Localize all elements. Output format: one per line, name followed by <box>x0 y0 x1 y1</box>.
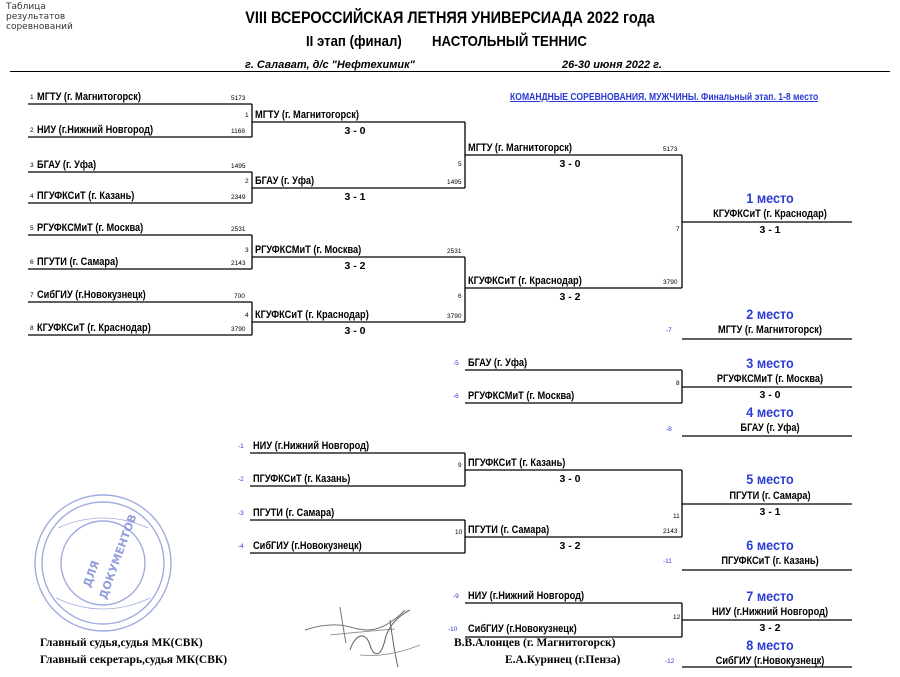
m10-rating: 2143 <box>663 528 678 535</box>
seed-rating: 2531 <box>231 226 246 233</box>
seed-rating: 700 <box>234 293 245 300</box>
bronze-score: 3 - 0 <box>759 389 781 401</box>
sf-team: МГТУ (г. Магнитогорск) <box>468 142 573 154</box>
loser-ref: -12 <box>665 658 675 665</box>
loser-ref: -3 <box>238 510 244 517</box>
place-7-label: 7 место <box>746 588 794 604</box>
seed-team: ПГУФКСиТ (г. Казань) <box>37 190 135 202</box>
corner-line: результатов <box>6 12 66 22</box>
place-6-label: 6 место <box>746 537 794 553</box>
qf-team: БГАУ (г. Уфа) <box>255 175 315 187</box>
seed-rating: 3790 <box>231 326 246 333</box>
place-3-team: РГУФКСМиТ (г. Москва) <box>716 373 824 385</box>
loser-ref: -6 <box>453 393 459 400</box>
seed-rating: 1168 <box>231 128 245 135</box>
seed-rating: 5173 <box>231 95 246 102</box>
venue-label: г. Салават, д/с "Нефтехимик" <box>245 59 415 71</box>
place-4-label: 4 место <box>746 404 794 420</box>
loser-ref: -1 <box>238 443 244 450</box>
lower-team: ПГУФКСиТ (г. Казань) <box>253 473 351 485</box>
seed-number: 7 <box>30 292 34 299</box>
loser-ref: -11 <box>663 558 672 565</box>
qf-team: МГТУ (г. Магнитогорск) <box>255 109 360 121</box>
match-number: 12 <box>673 614 681 621</box>
sport-label: НАСТОЛЬНЫЙ ТЕННИС <box>432 33 587 50</box>
place-7-team: НИУ (г.Нижний Новгород) <box>711 606 829 618</box>
qf-team: КГУФКСиТ (г. Краснодар) <box>255 309 369 321</box>
match-number: 3 <box>245 247 249 254</box>
m10-score: 3 - 2 <box>559 540 581 552</box>
match-number: 10 <box>455 529 463 536</box>
event-subtitle: КОМАНДНЫЕ СОРЕВНОВАНИЯ. МУЖЧИНЫ. Финальный этап. 1-8 место <box>510 92 819 103</box>
match-number: 7 <box>676 226 680 233</box>
match-number: 2 <box>245 178 249 185</box>
seed-number: 8 <box>30 325 34 332</box>
seed-number: 3 <box>30 162 34 169</box>
sf-rating: 3790 <box>663 279 678 286</box>
seed-team: МГТУ (г. Магнитогорск) <box>37 91 142 103</box>
corner-line: соревнований <box>6 22 73 32</box>
place-8-team: СибГИУ (г.Новокузнецк) <box>715 655 825 667</box>
match-number: 4 <box>245 312 249 319</box>
match-number: 5 <box>458 161 462 168</box>
stamp-seal <box>28 488 178 638</box>
secretary-signature <box>340 605 440 670</box>
seed-team: НИУ (г.Нижний Новгород) <box>37 124 154 136</box>
secretary-name: Е.А.Куринец (г.Пенза) <box>505 654 621 666</box>
seed-team: БГАУ (г. Уфа) <box>37 159 97 171</box>
seed-number: 6 <box>30 259 34 266</box>
lower-team: СибГИУ (г.Новокузнецк) <box>253 540 362 552</box>
place-1-team: КГУФКСиТ (г. Краснодар) <box>713 208 827 220</box>
page-title: VIII ВСЕРОССИЙСКАЯ ЛЕТНЯЯ УНИВЕРСИАДА 2022 года <box>245 8 655 27</box>
place-6-team: ПГУФКСиТ (г. Казань) <box>721 555 819 567</box>
sf-team: КГУФКСиТ (г. Краснодар) <box>468 275 582 287</box>
stage-label: II этап (финал) <box>306 33 402 50</box>
place-2-team: МГТУ (г. Магнитогорск) <box>717 324 823 336</box>
qf-score: 3 - 0 <box>344 125 366 137</box>
m9-score: 3 - 0 <box>559 473 581 485</box>
qf-score: 3 - 0 <box>344 325 366 337</box>
judge-name: В.В.Алонцев (г. Магнитогорск) <box>454 637 616 649</box>
corner-line: Таблица <box>6 2 46 12</box>
lower-b-team: НИУ (г.Нижний Новгород) <box>468 590 585 602</box>
seed-rating: 2349 <box>231 194 246 201</box>
bronze-team-b: РГУФКСМиТ (г. Москва) <box>468 390 575 402</box>
match-number: 6 <box>458 293 462 300</box>
svg-text:ДОКУМЕНТОВ: ДОКУМЕНТОВ <box>96 512 140 602</box>
lower-b-team: СибГИУ (г.Новокузнецк) <box>468 623 577 635</box>
loser-ref: -8 <box>666 426 672 433</box>
m10-team: ПГУТИ (г. Самара) <box>468 524 550 536</box>
match-number: 1 <box>245 112 249 119</box>
place-1-label: 1 место <box>746 190 794 206</box>
match-number: 11 <box>673 513 680 520</box>
seed-team: СибГИУ (г.Новокузнецк) <box>37 289 146 301</box>
sf-rating: 5173 <box>663 146 678 153</box>
match-number: 8 <box>676 380 680 387</box>
loser-ref: -2 <box>238 476 244 483</box>
sf-score: 3 - 0 <box>559 158 581 170</box>
lower-team: НИУ (г.Нижний Новгород) <box>253 440 370 452</box>
place-8-label: 8 место <box>746 637 794 653</box>
match-number: 9 <box>458 462 462 469</box>
m11-score: 3 - 1 <box>759 506 781 518</box>
qf-rating: 3790 <box>447 313 462 320</box>
sf-score: 3 - 2 <box>559 291 581 303</box>
seed-rating: 1495 <box>231 163 246 170</box>
loser-ref: -9 <box>453 593 459 600</box>
lower-team: ПГУТИ (г. Самара) <box>253 507 335 519</box>
final-score: 3 - 1 <box>759 224 781 236</box>
seed-number: 4 <box>30 193 34 200</box>
place-3-label: 3 место <box>746 355 794 371</box>
dates-label: 26-30 июня 2022 г. <box>562 59 662 71</box>
seed-number: 1 <box>30 94 34 101</box>
place-5-team: ПГУТИ (г. Самара) <box>729 490 811 502</box>
seed-number: 5 <box>30 225 34 232</box>
loser-ref: -5 <box>453 360 459 367</box>
qf-rating: 2531 <box>447 248 462 255</box>
qf-rating: 1495 <box>447 179 462 186</box>
judge-label: Главный судья,судья МК(СВК) <box>40 637 203 649</box>
place-4-team: БГАУ (г. Уфа) <box>740 422 800 434</box>
m12-score: 3 - 2 <box>759 622 781 634</box>
svg-text:ДЛЯ: ДЛЯ <box>80 558 103 590</box>
qf-score: 3 - 1 <box>344 191 366 203</box>
secretary-label: Главный секретарь,судья МК(СВК) <box>40 654 228 666</box>
place-5-label: 5 место <box>746 471 794 487</box>
qf-score: 3 - 2 <box>344 260 366 272</box>
seed-team: РГУФКСМиТ (г. Москва) <box>37 222 144 234</box>
bronze-team-a: БГАУ (г. Уфа) <box>468 357 528 369</box>
loser-ref: -7 <box>666 327 672 334</box>
seed-team: КГУФКСиТ (г. Краснодар) <box>37 322 151 334</box>
loser-ref: -4 <box>238 543 244 550</box>
qf-team: РГУФКСМиТ (г. Москва) <box>255 244 362 256</box>
seed-number: 2 <box>30 127 34 134</box>
m9-team: ПГУФКСиТ (г. Казань) <box>468 457 566 469</box>
seed-team: ПГУТИ (г. Самара) <box>37 256 119 268</box>
seed-rating: 2143 <box>231 260 246 267</box>
place-2-label: 2 место <box>746 306 794 322</box>
loser-ref: -10 <box>448 626 458 633</box>
